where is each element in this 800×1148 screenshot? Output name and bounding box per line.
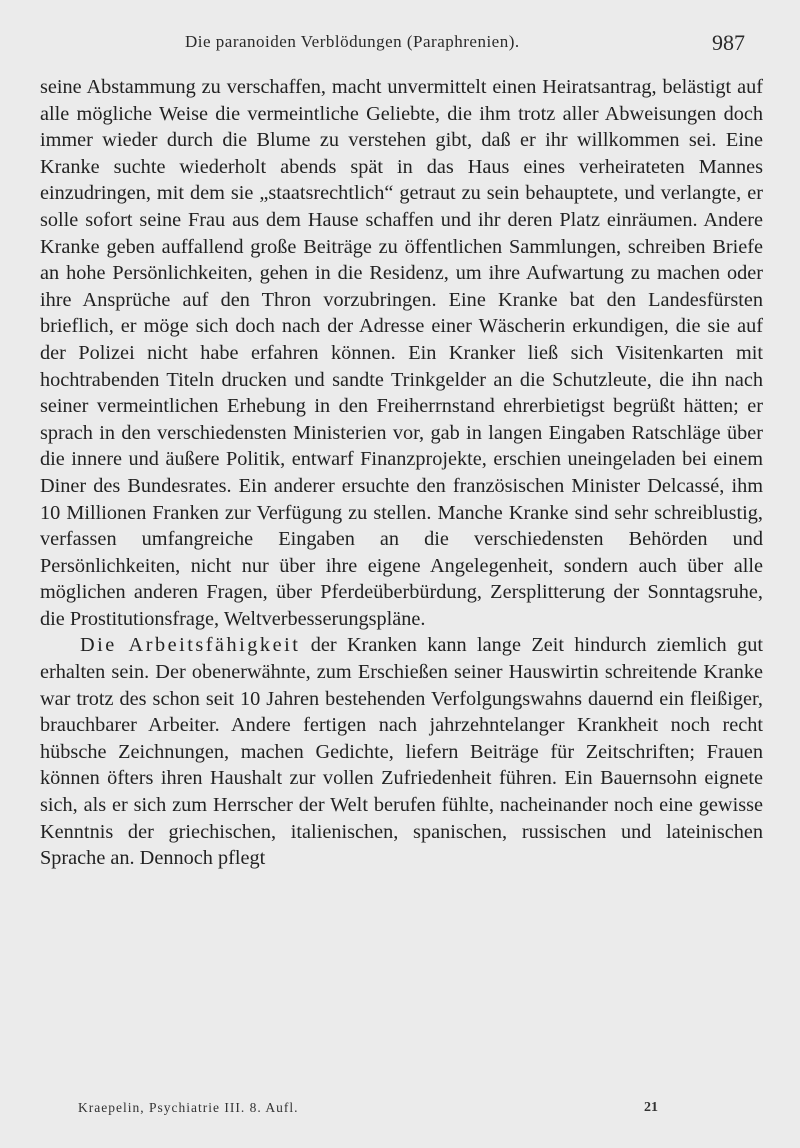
page-footer bbox=[0, 1094, 800, 1124]
paragraph-2 bbox=[40, 632, 763, 871]
page-number: 987 bbox=[712, 30, 745, 55]
paragraph-1: seine Abstammung zu verschaffen, macht unvermittelt einen Heiratsantrag, belästigt auf alle mögliche Weise die vermeintliche Geliebte, die ihm trotz aller Abweisungen doch immer wieder durch die Blume zu verstehen gibt, daß er ihr willkommen sei. Eine Kranke suchte wiederholt abends spät in das Haus eines verheirateten Mannes einzudringen, mit dem sie „staatsrechtlich“ getraut zu sein behauptete, und verlangte, er solle sofort seine Frau aus dem Hause schaffen und ihr deren Platz einräumen. Andere Kranke geben auffallend große Beiträge zu öffentlichen Sammlungen, schreiben Briefe an hohe Persönlichkeiten, gehen in die Residenz, um ihre Aufwartung zu machen oder ihre Ansprüche auf den Thron vorzubringen. Eine Kranke bat den Landesfürsten brieflich, er möge sich doch nach der Adresse einer Wäscherin erkundigen, die sie auf der Polizei nicht habe erfahren können. Ein Kranker ließ sich Visitenkarten mit hochtrabenden Titeln drucken und sandte Trinkgelder an die Schutzleute, die ihn nach seiner vermeintlichen Erhebung in den Freiherrnstand ehrerbietigst begrüßt hätten; er sprach in den verschiedensten Ministerien vor, gab in langen Eingaben Ratschläge über die innere und äußere Politik, entwarf Finanzprojekte, erschien uneingeladen bei einem Diner des Bundesrates. Ein anderer ersuchte den französischen Minister Delcassé, ihm 10 Millionen Franken zur Verfügung zu stellen. Manche Kranke sind sehr schreiblustig, verfassen umfangreiche Eingaben an die verschiedensten Behörden und Persönlichkeiten, nicht nur über ihre eigene Angelegenheit, sondern auch über alle möglichen anderen Fragen, über Pferdeüberbürdung, Zersplitterung der Sonntagsruhe, die Prostitutionsfrage, Weltverbesserungspläne. bbox=[40, 76, 763, 630]
running-head: Die paranoiden Verblödungen (Paraphrenien). bbox=[185, 32, 520, 51]
spaced-emphasis: Die Arbeitsfähigkeit bbox=[80, 634, 301, 657]
paragraph-2-text: der Kranken kann lange Zeit hindurch ziemlich gut erhalten sein. Der obenerwähnte, zum Erschießen seiner Hauswirtin schreitende Kranke war trotz des schon seit 10 Jahren bestehenden Verfolgungswahns dauernd ein fleißiger, brauchbarer Arbeiter. Andere fertigen nach jahrzehntelanger Krankheit noch recht hübsche Zeichnungen, machen Gedichte, liefern Beiträge für Zeitschriften; Frauen können öfters ihren Haushalt zur vollen Zufriedenheit führen. Ein Bauernsohn eignete sich, als er sich zum Herrscher der Welt berufen fühlte, nacheinander noch eine gewisse Kenntnis der griechischen, italienischen, spanischen, russischen und lateinischen Sprache an. Dennoch pflegt bbox=[40, 634, 763, 870]
footer-source: Kraepelin, Psychiatrie III. 8. Aufl. bbox=[78, 1100, 299, 1115]
printer-signature: 21 bbox=[644, 1100, 658, 1115]
page-header bbox=[0, 24, 800, 64]
body-text bbox=[40, 74, 763, 872]
